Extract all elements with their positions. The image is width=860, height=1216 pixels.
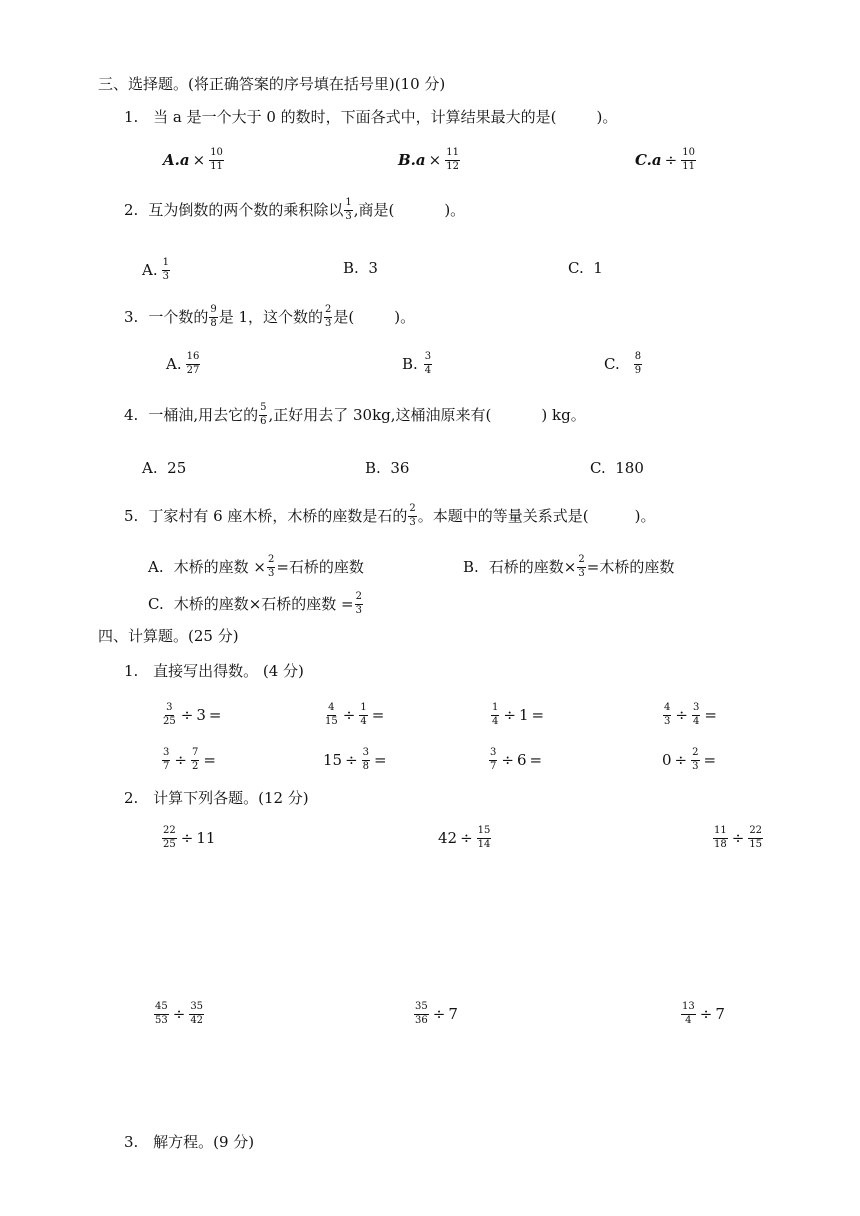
part-text: 直接写出得数。 (4 分) <box>153 662 304 680</box>
calc-item: 42 ÷ $\frac{15}{14}$ <box>438 825 491 850</box>
fraction: $\frac{10}{11}$ <box>210 147 223 172</box>
operator: × <box>192 150 206 169</box>
question-2 <box>124 198 465 222</box>
q4-option-a <box>142 461 186 476</box>
question-3 <box>124 305 415 329</box>
question-text-2: 是 1，这个数的 <box>218 307 324 326</box>
option-value: 36 <box>390 459 410 477</box>
question-number: 4. <box>124 405 139 424</box>
option-label: C. <box>590 459 606 477</box>
q4-option-b <box>365 461 409 476</box>
option-label: A. <box>166 354 182 373</box>
option-label: C. <box>568 259 584 277</box>
q3-option-c <box>604 352 643 376</box>
q5-option-a <box>148 555 364 579</box>
variable: a <box>651 150 662 169</box>
fraction: $\frac{3}{4}$ <box>424 351 432 376</box>
question-text-2: 。本题中的等量关系式是( <box>417 506 589 525</box>
option-label: C. <box>635 150 652 169</box>
option-label: C. <box>148 594 164 613</box>
variable: a <box>179 150 190 169</box>
question-number: 3. <box>124 307 139 326</box>
question-tail: )。 <box>394 307 416 326</box>
part-number: 1. <box>124 662 139 680</box>
fraction: $\frac{2}{3}$ <box>267 554 275 579</box>
fraction: $\frac{16}{27}$ <box>186 351 200 376</box>
q1-option-c <box>635 148 697 172</box>
q5-option-b <box>463 555 674 579</box>
question-tail: ) kg。 <box>541 405 586 424</box>
oral-calc-item: $\frac{3}{7}$ ÷ $\frac{7}{2}$ = <box>163 747 216 772</box>
calc-item: $\frac{11}{18}$ ÷ $\frac{22}{15}$ <box>714 825 763 850</box>
q4-option-c <box>590 461 644 476</box>
question-tail: )。 <box>444 200 466 219</box>
option-label: A. <box>163 150 180 169</box>
question-tail: )。 <box>634 506 656 525</box>
question-text: 当 a 是一个大于 0 的数时，下面各式中，计算结果最大的是( <box>153 108 557 126</box>
option-value: 1 <box>593 259 603 277</box>
part-number: 2. <box>124 789 139 807</box>
option-label: B. <box>365 459 381 477</box>
part-number: 3. <box>124 1133 139 1151</box>
section-3-title: 三、选择题。(将正确答案的序号填在括号里)(10 分) <box>98 75 446 93</box>
fraction: $\frac{2}{3}$ <box>409 503 416 528</box>
q2-option-c <box>568 261 603 276</box>
question-text-2: ,商是( <box>353 200 395 219</box>
part-3-heading <box>124 1135 254 1150</box>
question-number: 5. <box>124 506 139 525</box>
operator: × <box>428 150 442 169</box>
option-label: A. <box>148 557 164 576</box>
question-text: 一桶油,用去它的 <box>148 405 259 424</box>
oral-calc-item: $\frac{4}{3}$ ÷ $\frac{3}{4}$ = <box>664 702 717 727</box>
fraction: $\frac{1}{3}$ <box>162 257 169 282</box>
oral-calc-item: 15 ÷ $\frac{3}{8}$ = <box>323 747 387 772</box>
option-left: 木桥的座数 × <box>173 557 266 576</box>
q2-option-b <box>343 261 378 276</box>
calc-item: $\frac{13}{4}$ ÷ 7 <box>682 1001 725 1026</box>
q5-option-c <box>148 592 364 616</box>
option-left: 石桥的座数× <box>488 557 577 576</box>
part-1-heading <box>124 664 304 679</box>
option-label: B. <box>343 259 359 277</box>
fraction: $\frac{2}{3}$ <box>325 304 332 329</box>
option-left: 木桥的座数×石桥的座数 = <box>173 594 354 613</box>
option-label: C. <box>604 354 620 373</box>
oral-calc-item: $\frac{4}{15}$ ÷ $\frac{1}{4}$ = <box>325 702 385 727</box>
oral-calc-item: $\frac{3}{7}$ ÷ 6 = <box>490 747 543 772</box>
question-1 <box>124 110 617 125</box>
q1-option-b <box>398 148 461 172</box>
question-4 <box>124 403 586 427</box>
operator: ÷ <box>664 150 678 169</box>
oral-calc-item: $\frac{1}{4}$ ÷ 1 = <box>492 702 545 727</box>
option-label: B. <box>402 354 418 373</box>
q3-option-a <box>166 352 201 376</box>
q2-option-a <box>142 258 171 282</box>
calc-item: $\frac{22}{25}$ ÷ 11 <box>163 825 216 850</box>
q3-option-b <box>402 352 433 376</box>
question-text-3: 是( <box>333 307 355 326</box>
fraction: $\frac{5}{6}$ <box>260 402 267 427</box>
question-tail: )。 <box>596 108 618 126</box>
fraction: $\frac{2}{3}$ <box>355 591 362 616</box>
option-value: 180 <box>615 459 644 477</box>
question-text: 丁家村有 6 座木桥，木桥的座数是石的 <box>148 506 408 525</box>
variable: a <box>415 150 426 169</box>
option-value: 25 <box>167 459 187 477</box>
part-text: 计算下列各题。(12 分) <box>153 789 309 807</box>
fraction: $\frac{11}{12}$ <box>446 147 459 172</box>
oral-calc-item: $\frac{3}{25}$ ÷ 3 = <box>163 702 222 727</box>
option-label: B. <box>463 557 479 576</box>
question-number: 2. <box>124 200 139 219</box>
fraction: $\frac{2}{3}$ <box>578 554 585 579</box>
option-label: A. <box>142 459 158 477</box>
fraction: $\frac{9}{8}$ <box>210 304 217 329</box>
calc-item: $\frac{45}{53}$ ÷ $\frac{35}{42}$ <box>155 1001 204 1026</box>
part-text: 解方程。(9 分) <box>153 1133 255 1151</box>
question-text: 一个数的 <box>148 307 209 326</box>
option-right: =木桥的座数 <box>586 557 675 576</box>
fraction: $\frac{10}{11}$ <box>682 147 695 172</box>
q1-option-a <box>163 148 225 172</box>
option-label: B. <box>398 150 416 169</box>
option-label: A. <box>142 260 158 279</box>
oral-calc-item: 0 ÷ $\frac{2}{3}$ = <box>662 747 717 772</box>
fraction: $\frac{8}{9}$ <box>634 351 642 376</box>
part-2-heading <box>124 791 309 806</box>
question-number: 1. <box>124 108 139 126</box>
section-4-title: 四、计算题。(25 分) <box>98 627 239 645</box>
option-value: 3 <box>368 259 378 277</box>
fraction: $\frac{1}{3}$ <box>345 197 352 222</box>
question-5 <box>124 504 656 528</box>
option-right: =石桥的座数 <box>276 557 364 576</box>
question-text-2: ,正好用去了 30kg,这桶油原来有( <box>268 405 492 424</box>
calc-item: $\frac{35}{36}$ ÷ 7 <box>415 1001 458 1026</box>
question-text: 互为倒数的两个数的乘积除以 <box>148 200 344 219</box>
